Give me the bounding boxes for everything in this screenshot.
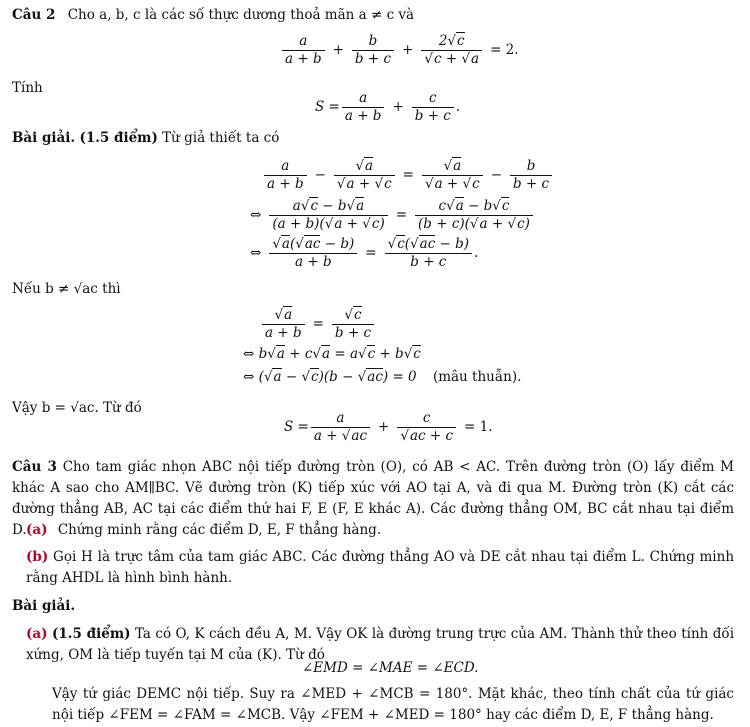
sol3-angles: ∠EMD = ∠MAE = ∠ECD. (302, 660, 479, 676)
sol2-eq4: $\frac{√a}{a + b}$ = $\frac{√c}{b + c}$ (260, 307, 376, 342)
sol2-header (12, 130, 279, 146)
sol2-neu: Nếu b ≠ √ac thì (12, 281, 121, 297)
q3-part-b (26, 547, 734, 589)
q2-s-equation: S = $\frac{a}{a + b}$ + $\frac{c}{b + c}$ . (315, 90, 461, 124)
q3-a-label: (a) (26, 522, 48, 538)
q3-part-a (26, 522, 381, 538)
q3-text: Cho tam giác nhọn ABC nội tiếp đường tròn (O), có AB < AC. Trên đường tròn (O) lấy điểm M khác A sao cho AM∥BC. Vẽ đường tròn (K) tiếp xúc với AO tại A, và đi qua M. Đường tròn (K) cắt các đường thẳng AB, AC tại các điểm thứ hai F, E (F, E khác A). Các đường thẳng OM, BC cắt nhau tại điểm D. (12, 459, 735, 538)
sol3-a-text: Ta có O, K cách đều A, M. Vậy OK là đường trung trực của AM. Thành thử theo tính đối xứng, OM là tiếp tuyến tại M của (K). Từ đó (26, 626, 735, 663)
sol2-final: = 1. (464, 419, 493, 436)
q2-header (12, 7, 414, 23)
q2-tinh: Tính (12, 80, 43, 96)
q3-b-text: Gọi H là trực tâm của tam giác ABC. Các đường thẳng AO và DE cắt nhau tại điểm L. Chứng minh rằng AHDL là hình bình hành. (26, 549, 735, 586)
q3-label: Câu 3 (12, 459, 57, 475)
q3-a-text: Chứng minh rằng các điểm D, E, F thẳng hàng. (57, 522, 382, 538)
sol2-text: Từ giả thiết ta có (162, 130, 280, 146)
q3-b-label: (b) (26, 549, 49, 565)
sol2-eq5: ⇔ b√a + c√a = a√c + b√c (243, 346, 421, 362)
q2-label: Câu 2 (12, 7, 56, 23)
q2-s-lhs: S = (315, 99, 340, 116)
sol2-vay: Vậy b = √ac. Từ đó (12, 400, 142, 416)
sol2-final-equation: S = $\frac{a}{a + √ac}$ + $\frac{c}{√ac + c}$ = 1. (284, 410, 493, 444)
sol2-label: Bài giải. (12, 130, 76, 146)
sol3-a-label: (a) (26, 626, 48, 642)
sol3-a-points: (1.5 điểm) (51, 626, 131, 642)
sol3-a-text2: Vậy tứ giác DEMC nội tiếp. Suy ra ∠MED + ∠MCB = 180°. Mặt khác, theo tính chất của tứ giác nội tiếp ∠FEM = ∠FAM = ∠MCB. Vậy ∠FEM + ∠MED = 180° hay các điểm D, E, F thẳng hàng. (52, 686, 734, 723)
sol2-eq1: $\frac{a}{a + b}$ − $\frac{√a}{√a + √c}$ = $\frac{√a}{√a + √c}$ − $\frac{b}{b + c}$ (262, 158, 554, 193)
sol2-eq3: ⇔ $\frac{√a(√ac - b)}{a + b}$ = $\frac{√c(√ac - b)}{b + c}$ . (250, 236, 479, 270)
sol2-eq6: ⇔ (√a − √c)(b − √ac) = 0 (mâu thuẫn). (243, 369, 522, 385)
q2-cond-rhs: = 2. (490, 42, 519, 59)
q2-condition-equation: $\frac{a}{a + b}$ + $\frac{b}{b + c}$ + $\frac{2√c}{√c + √a}$ = 2. (280, 33, 525, 68)
q2-s-end: . (455, 99, 461, 116)
q2-intro: Cho a, b, c là các số thực dương thoả mãn a ≠ c và (67, 7, 415, 23)
sol2-mau-thuan: (mâu thuẫn). (432, 369, 522, 385)
sol2-eq2: ⇔ $\frac{a√c - b√a}{(a + b)(√a + √c)}$ = $\frac{c√a - b√c}{(b + c)(√a + √c)}$ (244, 198, 535, 233)
sol3-label: Bài giải. (12, 598, 76, 614)
sol2-points: (1.5 điểm) (79, 130, 158, 146)
